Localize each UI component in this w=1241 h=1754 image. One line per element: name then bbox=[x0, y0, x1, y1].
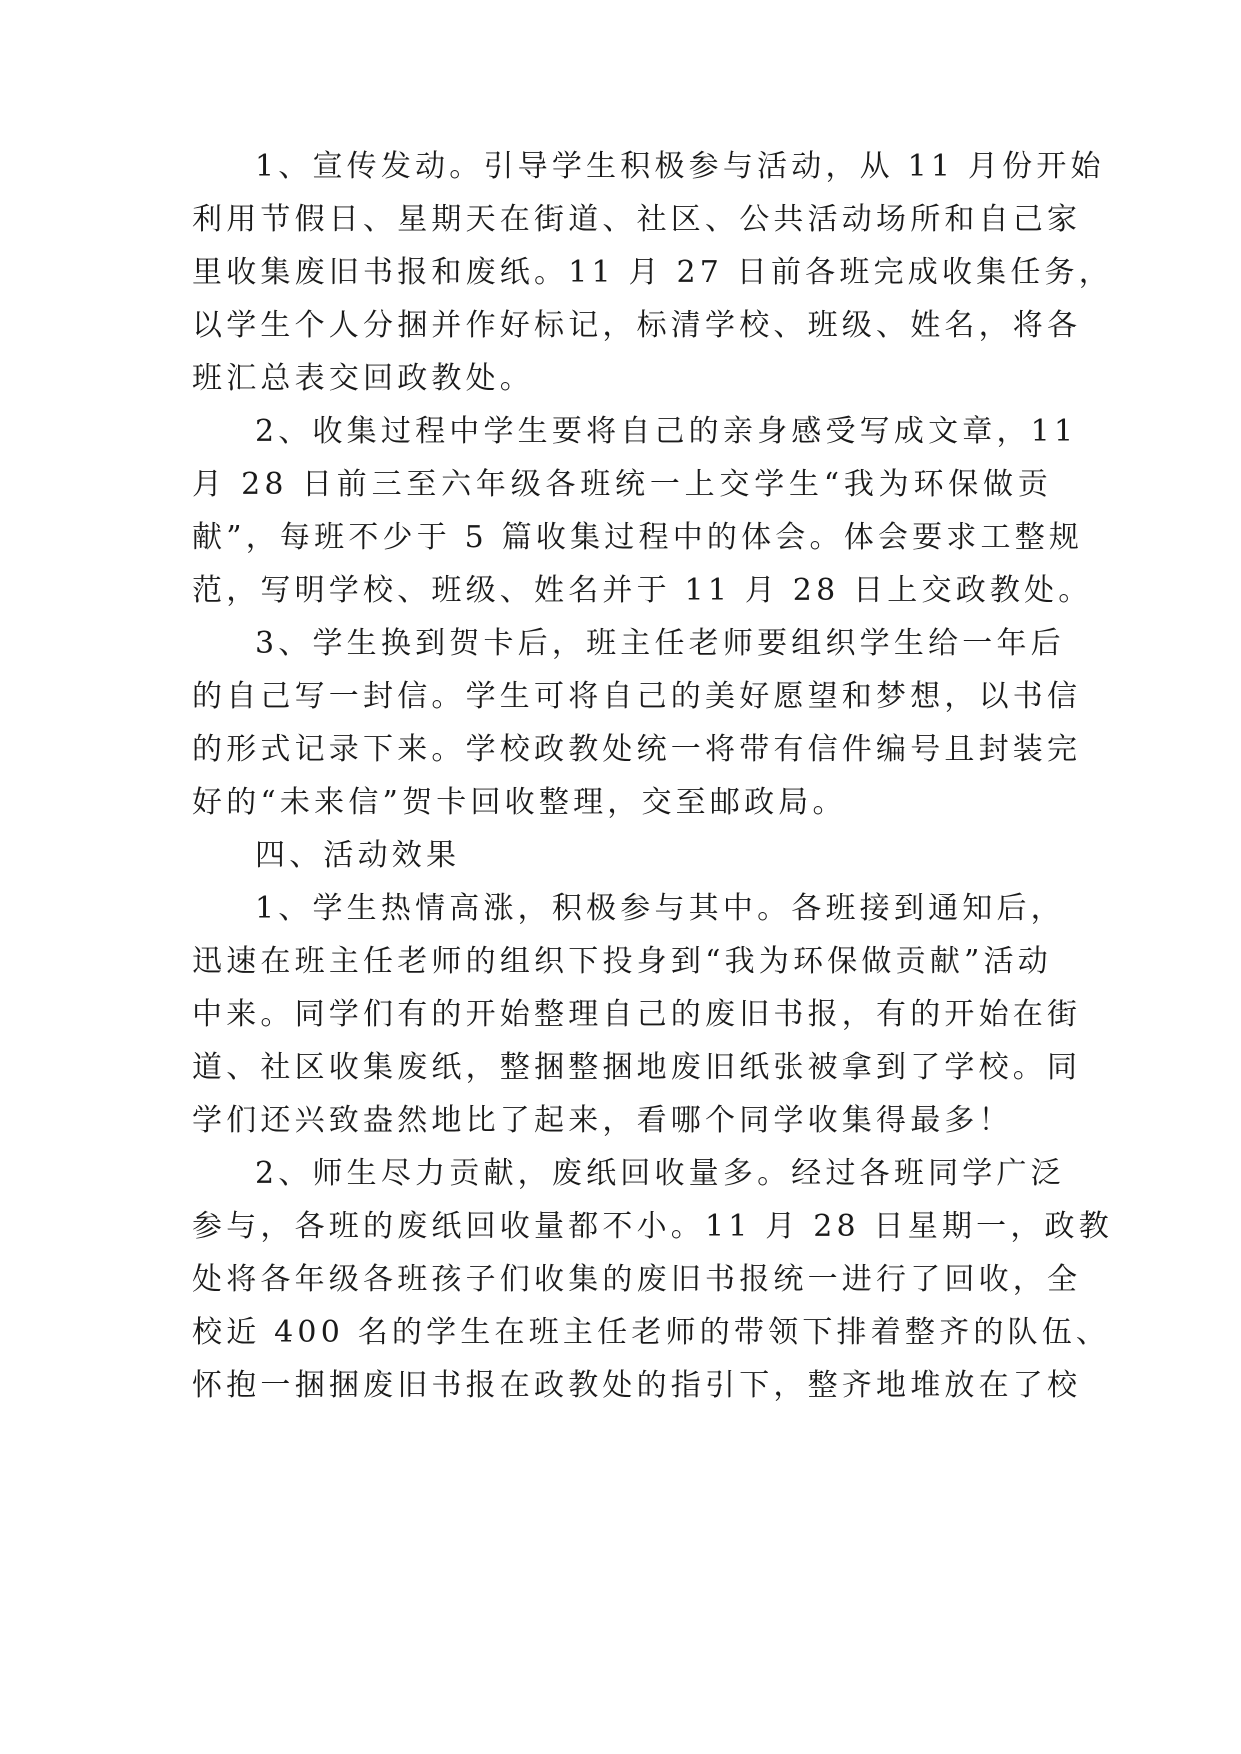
text-line: 学们还兴致盎然地比了起来，看哪个同学收集得最多！ bbox=[192, 1103, 1013, 1138]
text-line: 怀抱一捆捆废旧书报在政教处的指引下，整齐地堆放在了校 bbox=[192, 1368, 1082, 1403]
text-line: 利用节假日、星期天在街道、社区、公共活动场所和自己家 bbox=[192, 202, 1082, 237]
text-line: 1、学生热情高涨，积极参与其中。各班接到通知后， bbox=[255, 891, 1065, 926]
text-line: 的自己写一封信。学生可将自己的美好愿望和梦想，以书信 bbox=[192, 679, 1082, 714]
text-line: 道、社区收集废纸，整捆整捆地废旧纸张被拿到了学校。同 bbox=[192, 1050, 1082, 1085]
text-line: 献”，每班不少于 5 篇收集过程中的体会。体会要求工整规 bbox=[192, 520, 1084, 555]
text-line: 2、师生尽力贡献，废纸回收量多。经过各班同学广泛 bbox=[255, 1156, 1065, 1191]
text-line: 2、收集过程中学生要将自己的亲身感受写成文章，11 bbox=[255, 414, 1078, 449]
text-line: 月 28 日前三至六年级各班统一上交学生“我为环保做贡 bbox=[192, 467, 1052, 502]
section-heading: 四、活动效果 bbox=[255, 838, 461, 873]
text-line: 1、宣传发动。引导学生积极参与活动，从 11 月份开始 bbox=[255, 149, 1105, 184]
text-line: 里收集废旧书报和废纸。11 月 27 日前各班完成收集任务， bbox=[192, 255, 1113, 290]
text-line: 中来。同学们有的开始整理自己的废旧书报，有的开始在街 bbox=[192, 997, 1082, 1032]
text-line: 迅速在班主任老师的组织下投身到“我为环保做贡献”活动 bbox=[192, 944, 1052, 979]
text-line: 的形式记录下来。学校政教处统一将带有信件编号且封装完 bbox=[192, 732, 1082, 767]
text-line: 参与，各班的废纸回收量都不小。11 月 28 日星期一，政教 bbox=[192, 1209, 1113, 1244]
text-line: 以学生个人分捆并作好标记，标清学校、班级、姓名，将各 bbox=[192, 308, 1082, 343]
text-line: 校近 400 名的学生在班主任老师的带领下排着整齐的队伍、 bbox=[192, 1315, 1111, 1350]
text-line: 班汇总表交回政教处。 bbox=[192, 361, 534, 396]
text-line: 范，写明学校、班级、姓名并于 11 月 28 日上交政教处。 bbox=[192, 573, 1093, 608]
text-line: 处将各年级各班孩子们收集的废旧书报统一进行了回收，全 bbox=[192, 1262, 1082, 1297]
text-line: 3、学生换到贺卡后，班主任老师要组织学生给一年后 bbox=[255, 626, 1065, 661]
text-line: 好的“未来信”贺卡回收整理，交至邮政局。 bbox=[192, 785, 847, 820]
